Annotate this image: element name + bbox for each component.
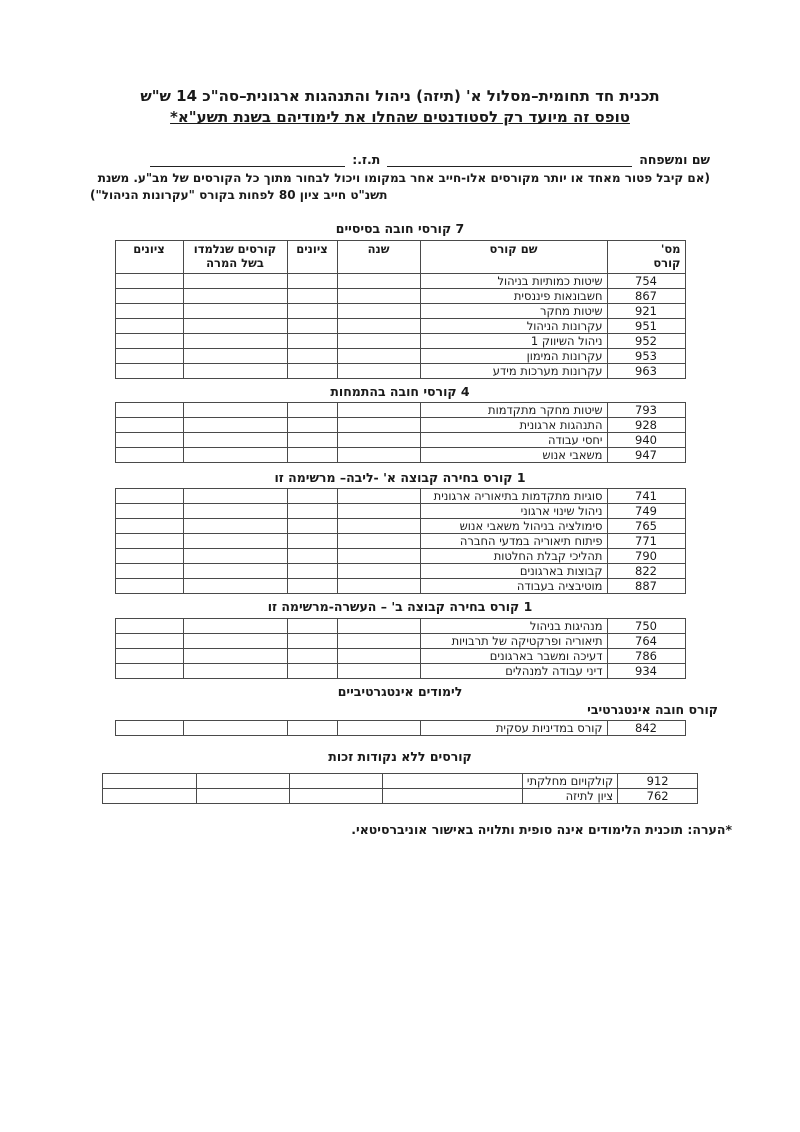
course-name-cell: דעיכה ומשבר בארגונים: [420, 648, 607, 663]
id-blank-line: [150, 153, 345, 167]
course-name-cell: סוגיות מתקדמות בתיאוריה ארגונית: [420, 489, 607, 504]
course-number-cell: 771: [607, 534, 685, 549]
course-number-cell: 963: [607, 363, 685, 378]
table-row: [115, 564, 685, 579]
course-name-cell: חשבונאות פיננסית: [420, 288, 607, 303]
courses-table: [115, 488, 686, 594]
grades2-cell: [115, 564, 183, 579]
course-name-cell: ניהול השיווק 1: [420, 333, 607, 348]
course-number-cell: 867: [607, 288, 685, 303]
year-cell: [337, 633, 420, 648]
section-title: 1 קורס בחירה קבוצה א' -ליבה– מרשימה זו: [274, 470, 526, 486]
year-cell: [382, 788, 522, 803]
grades2-cell: [115, 663, 183, 678]
year-cell: [337, 579, 420, 594]
integrative-studies-heading: לימודים אינטגרטיביים: [337, 683, 463, 699]
grades2-cell: [115, 720, 183, 735]
year-cell: [337, 448, 420, 463]
year-cell: [337, 318, 420, 333]
grades-cell: [287, 564, 337, 579]
converted-course-cell: [183, 303, 287, 318]
grades2-cell: [115, 519, 183, 534]
table-row: [115, 448, 685, 463]
course-name-cell: קולקויום מחלקתי: [522, 773, 617, 788]
converted-course-cell: [183, 534, 287, 549]
grades-cell: [287, 489, 337, 504]
table-row: [115, 273, 685, 288]
course-name-cell: שיטות מחקר: [420, 303, 607, 318]
converted-course-cell: [183, 618, 287, 633]
converted-course-cell: [183, 564, 287, 579]
table-row: [115, 549, 685, 564]
course-name-cell: התנהגות ארגונית: [420, 418, 607, 433]
grades2-cell: [115, 433, 183, 448]
course-name-cell: ציון לתיזה: [522, 788, 617, 803]
id-label: ת.ז.:: [352, 151, 381, 167]
grades-cell: [287, 418, 337, 433]
grades2-cell: [115, 273, 183, 288]
table-row: [115, 433, 685, 448]
table-row: [115, 534, 685, 549]
course-number-cell: 750: [607, 618, 685, 633]
course-sections: [90, 222, 710, 679]
table-row: [115, 648, 685, 663]
grades2-cell: [115, 489, 183, 504]
grades2-cell: [115, 504, 183, 519]
year-cell: [337, 489, 420, 504]
name-id-row: [90, 152, 710, 167]
document-subtitle: טופס זה מיועד רק לסטודנטים שהחלו את לימודיהם בשנת תשע"א*: [170, 108, 630, 127]
grades2-cell: [115, 579, 183, 594]
year-cell: [337, 549, 420, 564]
course-name-cell: קורס במדיניות עסקית: [420, 720, 607, 735]
course-number-cell: 953: [607, 348, 685, 363]
grades-cell: [287, 549, 337, 564]
table-row: [115, 348, 685, 363]
year-cell: [337, 564, 420, 579]
course-name-cell: שיטות כמותיות בניהול: [420, 273, 607, 288]
converted-course-cell: [183, 504, 287, 519]
year-cell: [337, 433, 420, 448]
grades-cell: [287, 363, 337, 378]
grades-cell: [287, 519, 337, 534]
grades2-cell: [115, 633, 183, 648]
exemption-note-line1: (אם קיבל פטור מאחד או יותר מקורסים אלו-חייב אחר במקומו ויכול לבחור מתוך כל הקורסים של מב"ע. משנת: [97, 170, 710, 185]
converted-course-cell: [183, 418, 287, 433]
year-cell: [337, 618, 420, 633]
year-cell: [337, 663, 420, 678]
table-header-row: [115, 240, 685, 273]
grades-cell: [287, 448, 337, 463]
grades2-cell: [115, 348, 183, 363]
year-cell: [337, 534, 420, 549]
grades2-cell: [102, 788, 196, 803]
document-title: תכנית חד תחומית–מסלול א' (תיזה) ניהול והתנהגות ארגונית–סה"כ 14 ש"ש: [140, 87, 660, 105]
course-name-cell: עקרונות הניהול: [420, 318, 607, 333]
table-row: [115, 504, 685, 519]
course-number-cell: 947: [607, 448, 685, 463]
grades2-cell: [115, 618, 183, 633]
exemption-note-line2: תשנ"ט חייב ציון 80 לפחות בקורס "עקרונות הניהול"): [90, 187, 388, 202]
table-row: [115, 579, 685, 594]
converted-course-cell: [183, 720, 287, 735]
grades-cell: [287, 273, 337, 288]
converted-course-cell: [183, 633, 287, 648]
course-name-cell: דיני עבודה למנהלים: [420, 663, 607, 678]
course-name-cell: פיתוח תיאוריה במדעי החברה: [420, 534, 607, 549]
grades2-header: ציונים: [115, 240, 183, 273]
converted-course-cell: [183, 318, 287, 333]
table-row: [115, 303, 685, 318]
course-number-cell: 786: [607, 648, 685, 663]
table-row: [115, 288, 685, 303]
grades2-cell: [115, 549, 183, 564]
no-credit-courses-title: קורסים ללא נקודות זכות: [328, 748, 472, 764]
converted-course-cell: [196, 788, 289, 803]
table-row: [115, 318, 685, 333]
year-cell: [337, 273, 420, 288]
course-number-cell: 952: [607, 333, 685, 348]
course-number-cell: 822: [607, 564, 685, 579]
grades2-cell: [115, 534, 183, 549]
course-number-cell: 765: [607, 519, 685, 534]
grades2-cell: [115, 448, 183, 463]
converted-course-cell: [196, 773, 289, 788]
converted-course-cell: [183, 348, 287, 363]
grades-cell: [287, 648, 337, 663]
course-name-cell: שיטות מחקר מתקדמות: [420, 403, 607, 418]
table-row: [115, 363, 685, 378]
course-name-cell: סימולציה בניהול משאבי אנוש: [420, 519, 607, 534]
course-number-cell: 934: [607, 663, 685, 678]
course-number-cell: 912: [618, 773, 698, 788]
course-name-header: שם קורס: [420, 240, 607, 273]
section-title: 1 קורס בחירה קבוצה ב' – העשרה-מרשימה זו: [267, 599, 533, 615]
year-cell: [337, 720, 420, 735]
table-row: [115, 403, 685, 418]
course-number-cell: 921: [607, 303, 685, 318]
grades2-cell: [115, 403, 183, 418]
table-row: [115, 333, 685, 348]
course-name-cell: תהליכי קבלת החלטות: [420, 549, 607, 564]
no-credit-table-container: [90, 773, 710, 804]
grades2-cell: [115, 418, 183, 433]
section-title: 4 קורסי חובה בהתמחות: [330, 383, 470, 399]
footnote: *הערה: תוכנית הלימודים אינה סופית ותלויה באישור אוניברסיטאי.: [351, 821, 732, 837]
converted-course-cell: [183, 489, 287, 504]
grades2-cell: [115, 318, 183, 333]
grades-cell: [287, 534, 337, 549]
grades-cell: [287, 633, 337, 648]
course-name-cell: יחסי עבודה: [420, 433, 607, 448]
converted-course-cell: [183, 448, 287, 463]
table-row: [115, 720, 685, 735]
course-name-cell: מוטיבציה בעבודה: [420, 579, 607, 594]
course-number-cell: 764: [607, 633, 685, 648]
grades-cell: [287, 303, 337, 318]
year-cell: [337, 504, 420, 519]
grades2-cell: [102, 773, 196, 788]
integrative-required-course-heading: קורס חובה אינטגרטיבי: [587, 701, 718, 717]
course-number-cell: 790: [607, 549, 685, 564]
grades2-cell: [115, 648, 183, 663]
course-number-cell: 887: [607, 579, 685, 594]
course-name-cell: קבוצות בארגונים: [420, 564, 607, 579]
integrative-table-container: [90, 720, 710, 736]
grades-cell: [287, 333, 337, 348]
year-cell: [337, 403, 420, 418]
table-row: [102, 788, 697, 803]
course-number-cell: 842: [607, 720, 685, 735]
converted-course-cell: [183, 519, 287, 534]
course-name-cell: עקרונות מערכות מידע: [420, 363, 607, 378]
converted-course-cell: [183, 433, 287, 448]
year-cell: [337, 348, 420, 363]
year-cell: [337, 303, 420, 318]
courses-table: [115, 240, 686, 379]
grades2-cell: [115, 288, 183, 303]
year-cell: [337, 519, 420, 534]
grades-cell: [287, 403, 337, 418]
grades2-cell: [115, 333, 183, 348]
course-number-cell: 940: [607, 433, 685, 448]
course-number-cell: 951: [607, 318, 685, 333]
course-name-cell: ניהול שינוי ארגוני: [420, 504, 607, 519]
year-cell: [337, 333, 420, 348]
converted-course-cell: [183, 403, 287, 418]
grades-cell: [287, 663, 337, 678]
grades-cell: [289, 773, 382, 788]
course-number-cell: 741: [607, 489, 685, 504]
converted-course-cell: [183, 363, 287, 378]
course-number-cell: 749: [607, 504, 685, 519]
table-row: [102, 773, 697, 788]
converted-course-cell: [183, 663, 287, 678]
grades2-cell: [115, 363, 183, 378]
section-title: 7 קורסי חובה בסיסיים: [335, 221, 465, 237]
courses-table: [102, 773, 698, 804]
exemption-note: [90, 170, 710, 205]
converted-course-cell: [183, 579, 287, 594]
course-number-cell: 762: [618, 788, 698, 803]
grades2-cell: [115, 303, 183, 318]
course-number-header: מס' קורס: [607, 240, 685, 273]
table-row: [115, 519, 685, 534]
year-cell: [337, 648, 420, 663]
year-cell: [337, 418, 420, 433]
year-cell: [382, 773, 522, 788]
converted-courses-header: קורסים שנלמדו בשל המרה: [183, 240, 287, 273]
courses-table: [115, 720, 686, 736]
converted-course-cell: [183, 333, 287, 348]
year-cell: [337, 363, 420, 378]
course-name-cell: עקרונות המימון: [420, 348, 607, 363]
grades-cell: [287, 579, 337, 594]
converted-course-cell: [183, 273, 287, 288]
table-row: [115, 663, 685, 678]
name-label: שם ומשפחה: [639, 151, 710, 167]
converted-course-cell: [183, 288, 287, 303]
course-number-cell: 754: [607, 273, 685, 288]
grades-cell: [287, 504, 337, 519]
grades-header: ציונים: [287, 240, 337, 273]
grades-cell: [287, 318, 337, 333]
year-header: שנה: [337, 240, 420, 273]
table-row: [115, 633, 685, 648]
year-cell: [337, 288, 420, 303]
converted-course-cell: [183, 648, 287, 663]
grades-cell: [287, 433, 337, 448]
course-name-cell: מנהיגות בניהול: [420, 618, 607, 633]
grades-cell: [287, 618, 337, 633]
course-name-cell: תיאוריה ופרקטיקה של תרבויות: [420, 633, 607, 648]
table-row: [115, 618, 685, 633]
courses-table: [115, 618, 686, 679]
course-name-cell: משאבי אנוש: [420, 448, 607, 463]
table-row: [115, 489, 685, 504]
grades-cell: [287, 348, 337, 363]
converted-course-cell: [183, 549, 287, 564]
course-number-cell: 928: [607, 418, 685, 433]
table-row: [115, 418, 685, 433]
course-number-cell: 793: [607, 403, 685, 418]
name-blank-line: [387, 153, 632, 167]
grades-cell: [287, 288, 337, 303]
grades-cell: [287, 720, 337, 735]
grades-cell: [289, 788, 382, 803]
courses-table: [115, 402, 686, 463]
